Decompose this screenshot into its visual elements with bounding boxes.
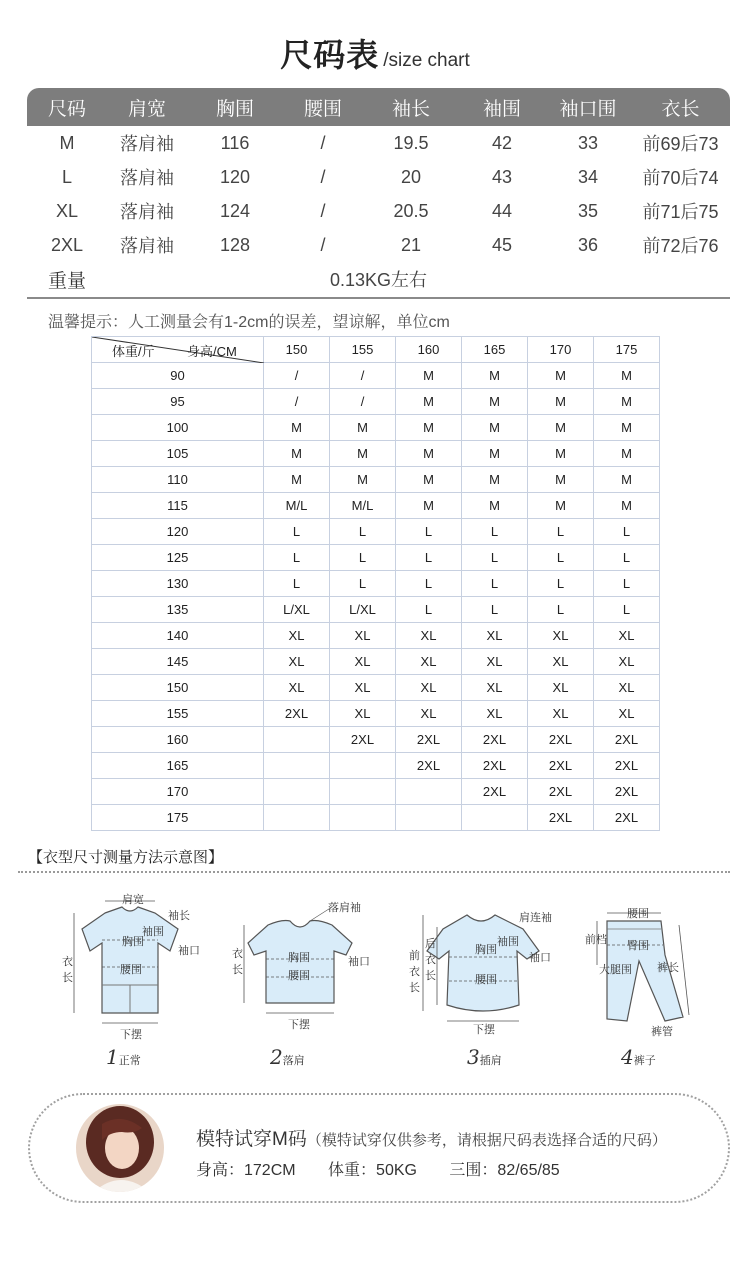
fit-size-cell: L [396,571,462,597]
diagram-number: 1 [106,1045,119,1069]
fit-size-cell: XL [462,623,528,649]
model-height: 身高：172CM [196,1162,296,1179]
size-cell: 落肩袖 [120,168,174,188]
fit-size-cell: L/XL [264,597,330,623]
label-sleeve-width: 袖围 [142,926,164,938]
size-cell: 21 [400,234,422,255]
fit-size-cell: L [528,597,594,623]
model-measurements: 三围：82/65/85 [449,1162,560,1179]
fit-size-cell: M [594,363,660,389]
diagram-number: 4 [621,1045,634,1069]
diagram-drop-shoulder [230,885,380,1070]
fit-size-cell: XL [264,675,330,701]
fit-size-cell: M [264,441,330,467]
diagram-normal [60,885,200,1070]
size-cell: 128 [219,234,251,255]
fit-size-cell: L [396,519,462,545]
fit-size-cell: L [594,545,660,571]
label-hem: 下摆 [288,1019,310,1031]
size-cell: 2XL [50,234,84,255]
fit-size-cell: XL [594,701,660,727]
label-hem: 下摆 [120,1029,142,1041]
size-cell: 前72后76 [642,236,719,256]
size-cell: 35 [577,200,599,221]
fit-size-cell: L [528,519,594,545]
size-cell: M [59,132,75,153]
label-back-length: 后衣长 [425,938,436,982]
fit-row [92,597,660,623]
size-header: 胸围 [187,88,283,126]
fit-size-cell: / [264,363,330,389]
fit-size-cell: M [594,389,660,415]
label-chest: 胸围 [122,936,144,948]
fit-size-cell: 2XL [330,727,396,753]
weight-label: 160 [92,727,264,753]
diagram-number: 3 [467,1045,480,1069]
label-waist: 腰围 [627,908,649,920]
size-header: 衣长 [631,88,730,126]
fit-row [92,389,660,415]
size-cell: 落肩袖 [120,202,174,222]
fit-size-cell: XL [528,623,594,649]
fit-size-cell: M [396,363,462,389]
fit-size-cell [330,805,396,831]
size-cell: 42 [491,132,513,153]
label-thigh: 大腿围 [599,964,632,976]
fit-size-cell: L [264,571,330,597]
label-chest: 胸围 [288,952,310,964]
title-sub: /size chart [383,50,470,71]
size-cell: 45 [491,234,513,255]
fit-size-cell: / [330,363,396,389]
size-cell: 124 [219,200,251,221]
size-header: 肩宽 [107,88,187,126]
fit-size-cell: M [462,493,528,519]
weight-label: 120 [92,519,264,545]
size-cell: / [320,200,326,221]
diagram-label: 裤子 [633,1055,656,1067]
weight-label: 115 [92,493,264,519]
model-weight: 体重：50KG [328,1162,417,1179]
fit-row [92,467,660,493]
model-photo [76,1104,164,1192]
model-title-line [196,1124,667,1151]
fit-size-cell: M [396,441,462,467]
fit-size-cell [396,779,462,805]
fit-size-cell: XL [594,675,660,701]
fit-size-cell: 2XL [528,779,594,805]
size-cell: / [320,166,326,187]
fit-size-cell: M [528,363,594,389]
size-cell: XL [55,200,79,221]
fit-size-cell: L [528,545,594,571]
divider [27,297,730,299]
fit-size-cell: XL [528,701,594,727]
height-header: 160 [396,337,462,363]
fit-size-cell: M [594,467,660,493]
weight-label: 145 [92,649,264,675]
fit-size-cell: M [462,467,528,493]
model-note: （模特试穿仅供参考，请根据尺码表选择合适的尺码） [306,1132,667,1149]
label-shoulder: 肩宽 [122,894,144,906]
fit-size-cell: XL [330,623,396,649]
fit-size-cell: 2XL [396,727,462,753]
weight-label: 130 [92,571,264,597]
corner-height-label: 身高/CM [187,344,237,359]
fit-size-cell: XL [594,649,660,675]
model-avatar [76,1104,164,1192]
fit-row [92,571,660,597]
fit-size-cell: L [462,519,528,545]
size-row [27,160,730,194]
fit-size-cell: M/L [330,493,396,519]
size-cell: 120 [219,166,251,187]
fit-size-cell: L [594,597,660,623]
weight-label: 90 [92,363,264,389]
size-cell: 前70后74 [642,168,719,188]
weight-label: 重量 [47,270,86,292]
fit-size-cell [462,805,528,831]
fit-size-cell: L [462,571,528,597]
label-cuff: 袖口 [178,945,200,957]
weight-label: 125 [92,545,264,571]
fit-size-cell: L [528,571,594,597]
fit-size-cell: 2XL [594,727,660,753]
size-header: 袖长 [363,88,459,126]
fit-size-cell: L [594,519,660,545]
fit-size-cell: XL [528,675,594,701]
fit-size-cell: 2XL [594,779,660,805]
weight-label: 105 [92,441,264,467]
fit-size-cell: M [330,415,396,441]
fit-size-cell: M/L [264,493,330,519]
fit-size-cell: 2XL [594,805,660,831]
weight-label: 155 [92,701,264,727]
size-row [27,228,730,262]
fit-size-cell: M [528,467,594,493]
label-front-length: 前衣长 [409,950,420,994]
height-header: 170 [528,337,594,363]
fit-size-cell: XL [330,701,396,727]
size-row [27,126,730,160]
label-drop-sleeve: 落肩袖 [328,902,361,914]
size-chart-table [27,88,730,296]
label-hem: 下摆 [473,1024,495,1036]
fit-size-cell: XL [396,649,462,675]
fit-size-cell: M [396,467,462,493]
fit-size-cell: M [462,441,528,467]
fit-row [92,363,660,389]
fit-size-cell: XL [396,675,462,701]
fit-size-cell: M [528,389,594,415]
fit-size-cell: 2XL [528,805,594,831]
diagram-label: 插肩 [479,1055,502,1067]
size-cell: 前71后75 [642,202,719,222]
fit-size-cell: L [462,545,528,571]
fit-size-cell: L [396,545,462,571]
size-row [27,194,730,228]
fit-size-cell: L [396,597,462,623]
model-title: 模特试穿M码 [196,1129,307,1150]
corner-weight-label: 体重/斤 [112,344,155,359]
fit-size-cell [264,779,330,805]
size-cell: 36 [577,234,599,255]
fit-size-cell: L [330,545,396,571]
fit-row [92,727,660,753]
size-cell: 20 [400,166,422,187]
measurement-tip: 温馨提示：人工测量会有1-2cm的误差，望谅解，单位cm [48,314,450,331]
fit-size-cell: M [462,415,528,441]
label-waist: 腰围 [288,970,310,982]
fit-size-cell: M [330,467,396,493]
fit-size-cell: M [594,415,660,441]
label-cuff: 袖口 [348,956,370,968]
fit-size-cell: M [462,363,528,389]
size-cell: 落肩袖 [120,134,174,154]
fit-size-cell: 2XL [396,753,462,779]
fit-corner-cell [92,337,264,363]
size-weight-row [27,262,730,296]
fit-size-cell: XL [594,623,660,649]
fit-size-cell: M [264,415,330,441]
fit-row [92,441,660,467]
label-sleeve-length: 袖长 [168,910,190,922]
fit-size-cell: M [264,467,330,493]
fit-size-cell: M [330,441,396,467]
weight-value: 0.13KG左右 [329,270,428,290]
fit-row [92,493,660,519]
fit-size-cell: M [528,441,594,467]
fit-size-cell: XL [330,675,396,701]
size-cell: 116 [220,132,250,153]
weight-label: 175 [92,805,264,831]
height-header: 155 [330,337,396,363]
size-header: 袖口围 [545,88,631,126]
size-cell: / [320,234,326,255]
weight-label: 165 [92,753,264,779]
fit-size-cell: 2XL [462,753,528,779]
size-cell: / [320,132,326,153]
fit-size-cell: L/XL [330,597,396,623]
diagram-number: 2 [270,1045,283,1069]
size-cell: 44 [491,200,513,221]
fit-size-cell: M [528,493,594,519]
height-header: 150 [264,337,330,363]
fit-size-cell: M [462,389,528,415]
page-title [0,30,750,76]
size-cell: 34 [577,166,599,187]
fit-size-cell: M [396,389,462,415]
fit-size-cell: XL [396,623,462,649]
diagram-pants [585,885,695,1070]
fit-size-cell: 2XL [528,753,594,779]
fit-table [91,336,660,831]
dotted-divider [18,871,730,873]
weight-label: 110 [92,467,264,493]
fit-size-cell: L [330,519,396,545]
measure-section-title: 【衣型尺寸测量方法示意图】 [28,849,224,866]
size-cell: L [61,166,72,187]
size-cell: 19.5 [393,132,429,153]
fit-size-cell [264,753,330,779]
fit-size-cell [264,727,330,753]
label-length: 衣长 [62,956,73,984]
weight-label: 170 [92,779,264,805]
size-chart-header-row [27,88,730,126]
fit-size-cell: M [396,415,462,441]
fit-row [92,415,660,441]
label-hip: 臀围 [627,940,649,952]
diagram-label: 正常 [118,1055,141,1067]
fit-size-cell: XL [528,649,594,675]
label-sleeve-width: 袖围 [497,936,519,948]
label-cuff: 袖口 [529,952,551,964]
fit-size-cell: XL [462,675,528,701]
fit-size-cell: XL [264,649,330,675]
fit-header-row [92,337,660,363]
fit-size-cell: XL [330,649,396,675]
fit-size-cell: L [462,597,528,623]
height-header: 165 [462,337,528,363]
size-header: 腰围 [283,88,363,126]
fit-size-cell: 2XL [264,701,330,727]
label-pant-length: 裤长 [657,962,679,974]
fit-size-cell: L [330,571,396,597]
fit-row [92,545,660,571]
fit-row [92,805,660,831]
size-cell: 落肩袖 [120,236,174,256]
fit-size-cell: / [330,389,396,415]
fit-size-cell: L [594,571,660,597]
fit-size-cell: M [594,441,660,467]
size-cell: 33 [577,132,599,153]
label-waist: 腰围 [475,974,497,986]
size-cell: 20.5 [393,200,429,221]
fit-size-cell: M [396,493,462,519]
weight-label: 135 [92,597,264,623]
fit-size-cell [396,805,462,831]
weight-label: 95 [92,389,264,415]
fit-size-cell: 2XL [462,727,528,753]
fit-row [92,701,660,727]
fit-size-cell: XL [462,701,528,727]
fit-size-cell: L [264,519,330,545]
fit-row [92,779,660,805]
fit-row [92,753,660,779]
diagram-label: 落肩 [282,1055,305,1067]
fit-size-cell: XL [396,701,462,727]
fit-size-cell: 2XL [528,727,594,753]
diagram-raglan [405,885,565,1070]
fit-size-cell: XL [462,649,528,675]
fit-size-cell: L [264,545,330,571]
model-stats [196,1157,588,1180]
size-cell: 前69后73 [642,134,719,154]
fit-size-cell: / [264,389,330,415]
height-header: 175 [594,337,660,363]
fit-size-cell: 2XL [462,779,528,805]
label-front-rise: 前档 [585,934,607,946]
fit-size-cell [264,805,330,831]
fit-size-cell: M [594,493,660,519]
fit-row [92,623,660,649]
label-raglan: 肩连袖 [519,912,552,924]
weight-label: 100 [92,415,264,441]
label-leg-opening: 裤管 [651,1026,673,1038]
size-header: 袖围 [459,88,545,126]
fit-size-cell [330,779,396,805]
label-waist: 腰围 [120,964,142,976]
fit-row [92,649,660,675]
fit-size-cell: M [528,415,594,441]
fit-size-cell: XL [264,623,330,649]
label-length: 衣长 [232,948,243,976]
title-main: 尺码表 [280,37,380,73]
fit-row [92,675,660,701]
size-header: 尺码 [27,88,107,126]
weight-label: 140 [92,623,264,649]
label-chest: 胸围 [475,944,497,956]
fit-row [92,519,660,545]
weight-label: 150 [92,675,264,701]
fit-size-cell: 2XL [594,753,660,779]
fit-size-cell [330,753,396,779]
size-cell: 43 [491,166,513,187]
